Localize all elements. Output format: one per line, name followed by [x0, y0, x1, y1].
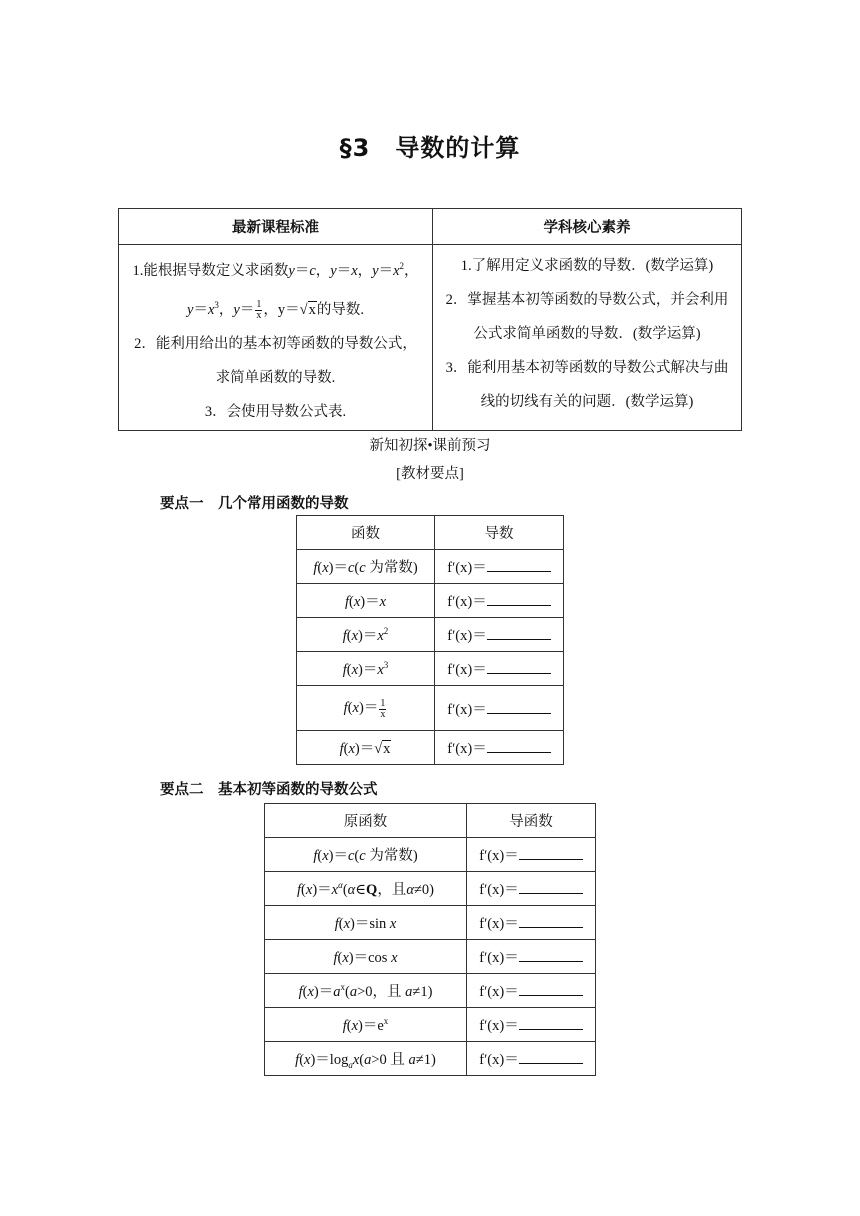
standards-cell — [119, 245, 433, 431]
standard-item-2-cont: 求简单函数的导数. — [215, 369, 336, 386]
answer-blank[interactable] — [519, 880, 583, 894]
derivative-cell: f′(x)＝ — [467, 1008, 596, 1042]
standard-item-1: 1.能根据导数定义求函数y＝c，y＝x，$y=x^2$， — [132, 261, 419, 279]
section-label: 新知初探•课前预习 — [369, 438, 491, 454]
standards-header: 最新课程标准 — [119, 209, 433, 245]
table-row — [297, 686, 564, 731]
table-row — [265, 838, 596, 872]
answer-blank[interactable] — [519, 982, 583, 996]
standard-item-3: 3．会使用导数公式表. — [204, 403, 347, 420]
derivative-cell: f′(x)＝ — [467, 872, 596, 906]
table-row — [297, 550, 564, 584]
basic-derivatives-table — [264, 803, 596, 1076]
function-cell: $f(x)=x^3$ — [297, 652, 435, 686]
table-row — [265, 872, 596, 906]
page-title: §3 导数的计算 — [339, 134, 521, 162]
derivative-cell: f′(x)＝ — [435, 731, 564, 765]
answer-blank[interactable] — [487, 626, 551, 640]
literacy-header: 学科核心素养 — [433, 209, 742, 245]
derivative-cell: f′(x)＝ — [467, 974, 596, 1008]
answer-blank[interactable] — [519, 1016, 583, 1030]
function-cell: f(x)＝ $\frac{1}{x}$ — [297, 686, 435, 731]
standard-item-1-cont: $y=x^3$，y＝ $\frac{1}{x}$ ，y＝√x的导数. — [187, 298, 364, 321]
literacy-item-1: 1.了解用定义求函数的导数．(数学运算) — [460, 258, 714, 274]
derivative-cell: f′(x)＝ — [467, 1042, 596, 1076]
derivative-cell: f′(x)＝ — [467, 940, 596, 974]
answer-blank[interactable] — [519, 914, 583, 928]
answer-blank[interactable] — [487, 660, 551, 674]
function-cell: f(x)＝c(c 为常数) — [297, 550, 435, 584]
function-cell: $f(x)=e^x$ — [265, 1008, 467, 1042]
answer-blank[interactable] — [487, 558, 551, 572]
answer-blank[interactable] — [519, 948, 583, 962]
original-function-header: 原函数 — [265, 804, 467, 838]
literacy-item-2-cont: 公式求简单函数的导数．(数学运算) — [473, 326, 701, 342]
derivative-cell: f′(x)＝ — [435, 584, 564, 618]
function-header: 函数 — [297, 516, 435, 550]
table-row — [297, 731, 564, 765]
function-cell: $f(x)=\log_ax(a>0$ 且 a≠1) — [265, 1042, 467, 1076]
function-cell: f(x)＝x — [297, 584, 435, 618]
derivative-cell: f′(x)＝ — [435, 652, 564, 686]
table-row — [297, 652, 564, 686]
answer-blank[interactable] — [487, 739, 551, 753]
derivative-cell: f′(x)＝ — [435, 686, 564, 731]
derived-function-header: 导函数 — [467, 804, 596, 838]
point1-heading: 要点一 几个常用函数的导数 — [160, 496, 349, 512]
function-cell: $f(x)=x^2$ — [297, 618, 435, 652]
function-cell: f(x)＝sin x — [265, 906, 467, 940]
function-cell: f(x)＝cos x — [265, 940, 467, 974]
answer-blank[interactable] — [487, 592, 551, 606]
table-row — [297, 618, 564, 652]
literacy-cell — [433, 245, 742, 431]
table-row — [265, 1042, 596, 1076]
answer-blank[interactable] — [519, 846, 583, 860]
common-derivatives-table — [296, 515, 564, 765]
function-cell: $f(x)=a^x(a>0$，且 a≠1) — [265, 974, 467, 1008]
table-row — [297, 584, 564, 618]
standard-item-2: 2．能利用给出的基本初等函数的导数公式， — [134, 335, 417, 352]
function-cell: f(x)＝c(c 为常数) — [265, 838, 467, 872]
literacy-item-3: 3．能利用基本初等函数的导数公式解决与曲 — [445, 360, 729, 376]
literacy-item-3-cont: 线的切线有关的问题．(数学运算) — [480, 394, 694, 410]
derivative-cell: f′(x)＝ — [467, 838, 596, 872]
derivative-header: 导数 — [435, 516, 564, 550]
derivative-cell: f′(x)＝ — [467, 906, 596, 940]
point2-heading: 要点二 基本初等函数的导数公式 — [160, 782, 378, 798]
table-row — [265, 1008, 596, 1042]
answer-blank[interactable] — [487, 700, 551, 714]
function-cell: f(x)＝√x — [297, 731, 435, 765]
table-row — [265, 974, 596, 1008]
table-row — [265, 940, 596, 974]
literacy-item-2: 2．掌握基本初等函数的导数公式，并会利用 — [445, 292, 729, 308]
table-row — [265, 906, 596, 940]
derivative-cell: f′(x)＝ — [435, 618, 564, 652]
derivative-cell: f′(x)＝ — [435, 550, 564, 584]
sub-label: [教材要点] — [396, 466, 464, 482]
curriculum-standards-table — [118, 208, 742, 431]
function-cell: $f(x)=x^\alpha(\alpha\in Q$，且α≠0) — [265, 872, 467, 906]
answer-blank[interactable] — [519, 1050, 583, 1064]
